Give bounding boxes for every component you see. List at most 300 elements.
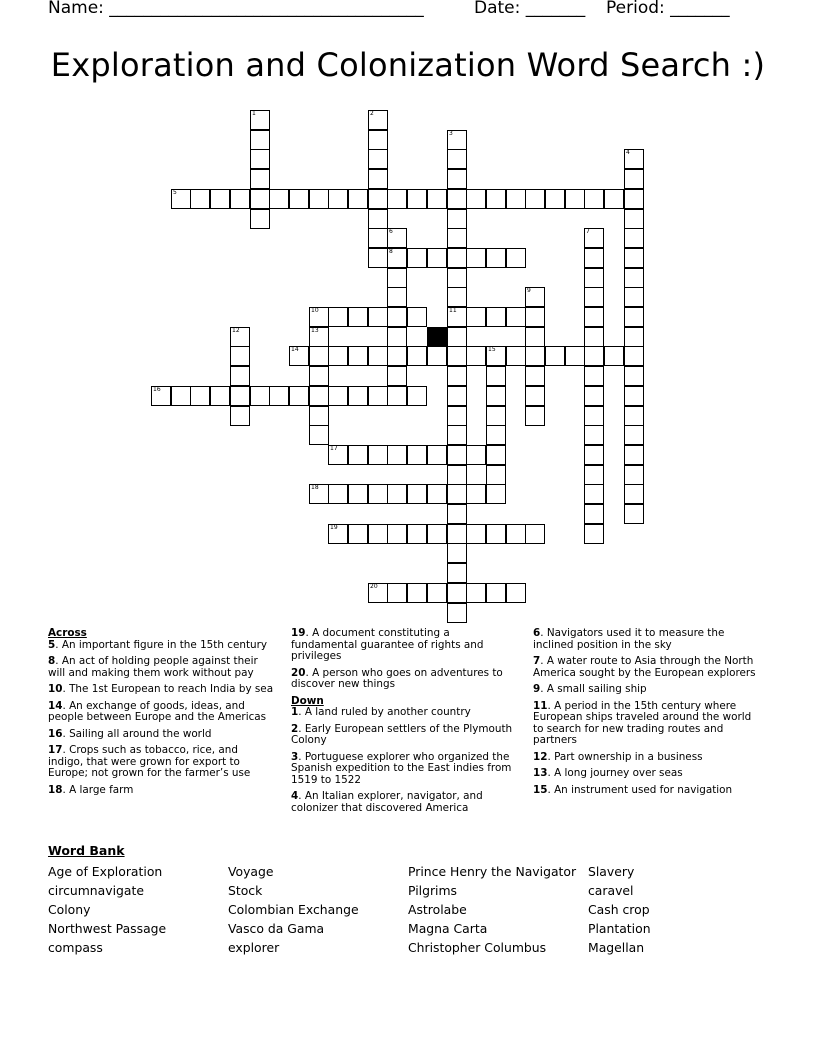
- crossword-cell[interactable]: [584, 504, 604, 524]
- clue-number: 3: [449, 130, 453, 137]
- clue-text: A long journey over seas: [554, 767, 683, 779]
- crossword-cell[interactable]: [328, 189, 348, 209]
- clue-12: 12. Part ownership in a business: [533, 750, 703, 763]
- word-bank-item: Vasco da Gama: [228, 921, 325, 936]
- date-field[interactable]: Date: _______: [474, 0, 586, 18]
- clue-number-label: 1: [291, 706, 299, 718]
- crossword-cell[interactable]: [309, 425, 329, 445]
- clue-number-label: 9: [533, 683, 541, 695]
- crossword-cell[interactable]: [250, 130, 270, 150]
- crossword-cell[interactable]: [230, 189, 250, 209]
- crossword-cell[interactable]: [486, 484, 506, 504]
- crossword-cell[interactable]: [624, 268, 644, 288]
- crossword-cell[interactable]: [584, 287, 604, 307]
- crossword-cell[interactable]: [427, 189, 447, 209]
- word-bank-item: Cash crop: [588, 902, 650, 917]
- word-bank-item: Christopher Columbus: [408, 940, 547, 955]
- crossword-cell[interactable]: [584, 465, 604, 485]
- crossword-cell[interactable]: [525, 327, 545, 347]
- crossword-cell[interactable]: [624, 465, 644, 485]
- clue-number: 7: [586, 228, 590, 235]
- crossword-cell[interactable]: [348, 346, 368, 366]
- crossword-cell[interactable]: [309, 386, 329, 406]
- crossword-cell[interactable]: [506, 346, 526, 366]
- word-bank-item: explorer: [228, 940, 280, 955]
- crossword-cell[interactable]: [584, 307, 604, 327]
- crossword-cell[interactable]: [525, 287, 545, 307]
- crossword-cell[interactable]: [447, 130, 467, 150]
- crossword-cell[interactable]: [368, 583, 388, 603]
- crossword-cell[interactable]: [368, 248, 388, 268]
- crossword-cell[interactable]: [348, 484, 368, 504]
- crossword-cell[interactable]: [407, 307, 427, 327]
- crossword-cell[interactable]: [624, 169, 644, 189]
- crossword-cell[interactable]: [584, 268, 604, 288]
- crossword-cell[interactable]: [328, 484, 348, 504]
- word-bank-item: caravel: [588, 883, 634, 898]
- clue-text: An exchange of goods, ideas, and people between Europe and the Americas: [48, 699, 267, 723]
- crossword-cell[interactable]: [387, 445, 407, 465]
- word-bank-item: Astrolabe: [408, 902, 467, 917]
- crossword-cell[interactable]: [584, 386, 604, 406]
- name-field[interactable]: Name: _____________________________________: [48, 0, 424, 18]
- crossword-cell[interactable]: [368, 307, 388, 327]
- crossword-cell[interactable]: [368, 524, 388, 544]
- crossword-cell[interactable]: [447, 524, 467, 544]
- crossword-cell[interactable]: [624, 189, 644, 209]
- clue-number: 4: [626, 149, 630, 156]
- crossword-cell[interactable]: [407, 484, 427, 504]
- crossword-cell[interactable]: [506, 248, 526, 268]
- crossword-cell[interactable]: [387, 268, 407, 288]
- clue-11: 11. A period in the 15th century where European ships traveled around the world to search for new trading routes and partners: [533, 699, 752, 746]
- clue-18: 18. A large farm: [48, 783, 134, 796]
- clue-text: An important figure in the 15th century: [61, 638, 268, 651]
- clue-7: 7. A water route to Asia through the North America sought by the European explorers: [533, 655, 756, 679]
- clue-text: Navigators used it to measure the inclined position in the sky: [533, 627, 725, 651]
- crossword-cell[interactable]: [250, 189, 270, 209]
- crossword-cell[interactable]: [525, 386, 545, 406]
- clue-number-label: 5: [48, 638, 56, 651]
- crossword-cell[interactable]: [584, 425, 604, 445]
- clue-number: 8: [389, 248, 393, 255]
- crossword-cell[interactable]: [407, 445, 427, 465]
- clue-number-label: 11: [533, 699, 548, 712]
- clue-number: 15: [488, 346, 496, 353]
- crossword-cell[interactable]: [466, 524, 486, 544]
- crossword-cell[interactable]: [447, 209, 467, 229]
- word-bank-item: Stock: [228, 883, 263, 898]
- crossword-cell[interactable]: [230, 386, 250, 406]
- clue-text: A person who goes on adventures to discover new things: [291, 666, 503, 690]
- clue-number: 11: [449, 307, 457, 314]
- clue-number-label: 13: [533, 767, 548, 779]
- crossword-cell[interactable]: [407, 346, 427, 366]
- crossword-cell[interactable]: [584, 346, 604, 366]
- crossword-cell[interactable]: [486, 386, 506, 406]
- crossword-cell[interactable]: [584, 248, 604, 268]
- crossword-cell[interactable]: [368, 189, 388, 209]
- crossword-cell[interactable]: [447, 307, 467, 327]
- crossword-cell[interactable]: [447, 366, 467, 386]
- clue-text: Part ownership in a business: [554, 750, 703, 763]
- crossword-cell[interactable]: [387, 524, 407, 544]
- word-bank-column: [588, 862, 651, 957]
- crossword-cell[interactable]: [250, 386, 270, 406]
- word-bank-item: Colombian Exchange: [228, 902, 359, 917]
- crossword-cell[interactable]: [427, 445, 447, 465]
- crossword-cell[interactable]: [466, 346, 486, 366]
- crossword-cell[interactable]: [387, 583, 407, 603]
- crossword-cell[interactable]: [525, 406, 545, 426]
- crossword-cell[interactable]: [486, 406, 506, 426]
- crossword-cell[interactable]: [348, 445, 368, 465]
- crossword-cell[interactable]: [309, 189, 329, 209]
- clue-16: 16. Sailing all around the world: [48, 727, 212, 740]
- word-bank-item: compass: [48, 940, 103, 955]
- crossword-cell[interactable]: [624, 504, 644, 524]
- crossword-cell[interactable]: [368, 130, 388, 150]
- crossword-cell[interactable]: [171, 386, 191, 406]
- crossword-cell[interactable]: [289, 386, 309, 406]
- crossword-cell[interactable]: [368, 209, 388, 229]
- crossword-cell[interactable]: [368, 228, 388, 248]
- crossword-cell[interactable]: [545, 346, 565, 366]
- crossword-cell[interactable]: [269, 386, 289, 406]
- crossword-cell[interactable]: [230, 366, 250, 386]
- crossword-cell[interactable]: [407, 248, 427, 268]
- clue-text: Sailing all around the world: [69, 727, 212, 740]
- clue-6: 6. Navigators used it to measure the inclined position in the sky: [533, 627, 725, 651]
- period-field[interactable]: Period: _______: [606, 0, 730, 18]
- crossword-cell[interactable]: [387, 287, 407, 307]
- crossword-cell[interactable]: [466, 445, 486, 465]
- word-bank-item: Magna Carta: [408, 921, 488, 936]
- crossword-cell[interactable]: [447, 543, 467, 563]
- clue-number: 10: [311, 307, 319, 314]
- crossword-cell[interactable]: [447, 484, 467, 504]
- crossword-cell[interactable]: [427, 583, 447, 603]
- crossword-cell[interactable]: [328, 346, 348, 366]
- crossword-cell[interactable]: [309, 484, 329, 504]
- crossword-cell[interactable]: [506, 583, 526, 603]
- crossword-cell[interactable]: [407, 189, 427, 209]
- crossword-cell[interactable]: [387, 386, 407, 406]
- clue-number-label: 4: [291, 790, 299, 802]
- crossword-cell[interactable]: [368, 346, 388, 366]
- clue-9: 9. A small sailing ship: [533, 683, 647, 695]
- clue-number-label: 6: [533, 627, 541, 639]
- crossword-cell[interactable]: [624, 445, 644, 465]
- crossword-cell[interactable]: [466, 583, 486, 603]
- clue-number: 1: [252, 110, 256, 117]
- crossword-cell[interactable]: [506, 189, 526, 209]
- crossword-cell[interactable]: [565, 346, 585, 366]
- clue-text: An instrument used for navigation: [554, 783, 733, 796]
- crossword-cell[interactable]: [447, 583, 467, 603]
- clue-3: 3. Portuguese explorer who organized the Spanish expedition to the East indies from 1519 to 1522: [291, 750, 512, 786]
- crossword-cell[interactable]: [525, 346, 545, 366]
- crossword-cell[interactable]: [407, 386, 427, 406]
- crossword-cell[interactable]: [624, 386, 644, 406]
- clue-text: A large farm: [69, 783, 134, 796]
- crossword-cell[interactable]: [486, 583, 506, 603]
- crossword-cell[interactable]: [447, 603, 467, 623]
- crossword-cell[interactable]: [486, 248, 506, 268]
- crossword-cell[interactable]: [584, 484, 604, 504]
- crossword-cell[interactable]: [624, 366, 644, 386]
- clue-15: 15. An instrument used for navigation: [533, 783, 733, 796]
- clue-number: 13: [311, 327, 319, 334]
- clue-number-label: 17: [48, 744, 63, 756]
- crossword-cell[interactable]: [584, 366, 604, 386]
- clue-8: 8. An act of holding people against their will and making them work without pay: [48, 655, 258, 679]
- crossword-cell[interactable]: [624, 307, 644, 327]
- crossword-cell[interactable]: [230, 327, 250, 347]
- clue-number-label: 12: [533, 750, 548, 763]
- clue-number: 9: [527, 287, 531, 294]
- crossword-cell[interactable]: [230, 406, 250, 426]
- clue-19: 19. A document constituting a fundamental guarantee of rights and privileges: [291, 627, 484, 662]
- crossword-cell[interactable]: [387, 307, 407, 327]
- crossword-cell[interactable]: [447, 425, 467, 445]
- crossword-cell[interactable]: [624, 346, 644, 366]
- crossword-cell[interactable]: [190, 386, 210, 406]
- clues-column-1: [48, 628, 274, 801]
- crossword-cell[interactable]: [506, 524, 526, 544]
- crossword-cell[interactable]: [486, 425, 506, 445]
- crossword-cell[interactable]: [368, 484, 388, 504]
- crossword-cell[interactable]: [624, 248, 644, 268]
- word-bank-item: Prince Henry the Navigator: [408, 864, 577, 879]
- word-bank-item: Plantation: [588, 921, 651, 936]
- crossword-cell[interactable]: [525, 524, 545, 544]
- clue-number-label: 20: [291, 666, 306, 679]
- crossword-cell[interactable]: [624, 149, 644, 169]
- crossword-cell[interactable]: [466, 248, 486, 268]
- crossword-cell[interactable]: [289, 346, 309, 366]
- crossword-cell[interactable]: [447, 287, 467, 307]
- crossword-cell[interactable]: [427, 346, 447, 366]
- black-square: [427, 327, 447, 347]
- crossword-cell[interactable]: [427, 524, 447, 544]
- crossword-cell[interactable]: [210, 189, 230, 209]
- word-bank-item: Slavery: [588, 864, 635, 879]
- clue-number-label: 14: [48, 699, 63, 712]
- word-bank-item: Northwest Passage: [48, 921, 167, 936]
- clue-number-label: 8: [48, 655, 56, 667]
- crossword-cell[interactable]: [447, 445, 467, 465]
- clue-number: 20: [370, 583, 378, 590]
- crossword-cell[interactable]: [368, 386, 388, 406]
- clue-number-label: 10: [48, 683, 63, 695]
- crossword-cell[interactable]: [466, 307, 486, 327]
- crossword-cell[interactable]: [387, 228, 407, 248]
- clue-number-label: 2: [291, 722, 299, 735]
- crossword-cell[interactable]: [447, 327, 467, 347]
- crossword-cell[interactable]: [250, 110, 270, 130]
- crossword-cell[interactable]: [447, 465, 467, 485]
- crossword-cell[interactable]: [447, 189, 467, 209]
- clue-2: 2. Early European settlers of the Plymouth Colony: [291, 722, 513, 746]
- crossword-cell[interactable]: [328, 445, 348, 465]
- crossword-cell[interactable]: [624, 327, 644, 347]
- crossword-cell[interactable]: [427, 248, 447, 268]
- crossword-cell[interactable]: [348, 524, 368, 544]
- clue-text: A land ruled by another country: [304, 706, 471, 718]
- crossword-cell[interactable]: [624, 209, 644, 229]
- crossword-cell[interactable]: [407, 583, 427, 603]
- crossword-cell[interactable]: [368, 149, 388, 169]
- crossword-cell[interactable]: [584, 189, 604, 209]
- crossword-cell[interactable]: [565, 189, 585, 209]
- crossword-cell[interactable]: [368, 110, 388, 130]
- word-bank-item: circumnavigate: [48, 883, 144, 898]
- crossword-cell[interactable]: [584, 228, 604, 248]
- crossword-cell[interactable]: [486, 465, 506, 485]
- crossword-cell[interactable]: [328, 307, 348, 327]
- crossword-cell[interactable]: [387, 248, 407, 268]
- crossword-cell[interactable]: [348, 307, 368, 327]
- clue-text: A small sailing ship: [546, 683, 647, 695]
- crossword-cell[interactable]: [486, 366, 506, 386]
- word-bank-item: Age of Exploration: [48, 864, 163, 879]
- crossword-cell[interactable]: [525, 307, 545, 327]
- crossword-cell[interactable]: [545, 189, 565, 209]
- word-bank-heading: Word Bank: [48, 843, 125, 858]
- down-heading: Down: [291, 694, 324, 707]
- crossword-cell[interactable]: [447, 406, 467, 426]
- crossword-cell[interactable]: [171, 189, 191, 209]
- clue-10: 10. The 1st European to reach India by sea: [48, 683, 274, 695]
- crossword-cell[interactable]: [584, 524, 604, 544]
- crossword-cell[interactable]: [309, 406, 329, 426]
- word-bank-item: Magellan: [588, 940, 645, 955]
- clue-text: An act of holding people against their will and making them work without pay: [48, 655, 258, 679]
- clue-20: 20. A person who goes on adventures to discover new things: [291, 666, 503, 690]
- crossword-cell[interactable]: [486, 445, 506, 465]
- crossword-cell[interactable]: [387, 366, 407, 386]
- crossword-cell[interactable]: [486, 307, 506, 327]
- crossword-cell[interactable]: [328, 386, 348, 406]
- crossword-cell[interactable]: [584, 406, 604, 426]
- clues-column-3: [533, 628, 759, 801]
- crossword-cell[interactable]: [604, 189, 624, 209]
- crossword-cell[interactable]: [447, 169, 467, 189]
- crossword-cell[interactable]: [447, 563, 467, 583]
- clue-number-label: 3: [291, 750, 299, 763]
- clue-number: 16: [153, 386, 161, 393]
- crossword-cell[interactable]: [210, 386, 230, 406]
- clue-number: 5: [173, 189, 177, 196]
- crossword-cell[interactable]: [407, 524, 427, 544]
- word-bank-item: Colony: [48, 902, 91, 917]
- across-heading: Across: [48, 627, 87, 639]
- clue-1: 1. A land ruled by another country: [291, 706, 471, 718]
- clue-text: Crops such as tobacco, rice, and indigo, that were grown for export to Europe; not grown for the farmer’s use: [48, 744, 251, 779]
- clue-text: Early European settlers of the Plymouth Colony: [291, 722, 513, 746]
- clue-13: 13. A long journey over seas: [533, 767, 683, 779]
- clue-17: 17. Crops such as tobacco, rice, and indigo, that were grown for export to Europe; not grown for the farmer’s use: [48, 744, 251, 779]
- clue-number-label: 15: [533, 783, 548, 796]
- crossword-cell[interactable]: [348, 189, 368, 209]
- page-title: Exploration and Colonization Word Search :): [50, 46, 766, 84]
- crossword-cell[interactable]: [151, 386, 171, 406]
- crossword-cell[interactable]: [289, 189, 309, 209]
- clue-text: The 1st European to reach India by sea: [69, 683, 274, 695]
- crossword-cell[interactable]: [387, 189, 407, 209]
- crossword-cell[interactable]: [486, 346, 506, 366]
- crossword-cell[interactable]: [309, 366, 329, 386]
- crossword-cell[interactable]: [368, 445, 388, 465]
- crossword-cell[interactable]: [624, 425, 644, 445]
- clue-number: 14: [291, 346, 299, 353]
- crossword-cell[interactable]: [387, 484, 407, 504]
- crossword-cell[interactable]: [506, 307, 526, 327]
- clue-5: 5. An important figure in the 15th century: [48, 638, 268, 651]
- crossword-cell[interactable]: [368, 169, 388, 189]
- crossword-cell[interactable]: [250, 149, 270, 169]
- crossword-cell[interactable]: [309, 346, 329, 366]
- crossword-cell[interactable]: [190, 189, 210, 209]
- crossword-cell[interactable]: [584, 327, 604, 347]
- crossword-cell[interactable]: [230, 346, 250, 366]
- crossword-cell[interactable]: [624, 484, 644, 504]
- crossword-cell[interactable]: [466, 189, 486, 209]
- crossword-cell[interactable]: [584, 445, 604, 465]
- clue-number-label: 19: [291, 627, 306, 639]
- crossword-cell[interactable]: [525, 189, 545, 209]
- crossword-cell[interactable]: [447, 386, 467, 406]
- crossword-cell[interactable]: [328, 524, 348, 544]
- crossword-cell[interactable]: [447, 504, 467, 524]
- clue-number-label: 16: [48, 727, 63, 740]
- clue-14: 14. An exchange of goods, ideas, and people between Europe and the Americas: [48, 699, 267, 723]
- crossword-cell[interactable]: [447, 228, 467, 248]
- crossword-cell[interactable]: [447, 248, 467, 268]
- clue-text: A document constituting a fundamental guarantee of rights and privileges: [291, 627, 484, 662]
- crossword-cell[interactable]: [348, 386, 368, 406]
- crossword-cell[interactable]: [466, 484, 486, 504]
- crossword-cell[interactable]: [447, 346, 467, 366]
- clues-column-2: [291, 628, 517, 819]
- crossword-cell[interactable]: [604, 346, 624, 366]
- word-bank-item: Pilgrims: [408, 883, 458, 898]
- crossword-cell[interactable]: [387, 346, 407, 366]
- clue-text: A period in the 15th century where European ships traveled around the world to search for new trading routes and partners: [533, 699, 752, 746]
- crossword-cell[interactable]: [250, 209, 270, 229]
- crossword-cell[interactable]: [486, 524, 506, 544]
- clue-number: 6: [389, 228, 393, 235]
- crossword-cell[interactable]: [309, 327, 329, 347]
- crossword-cell[interactable]: [447, 149, 467, 169]
- word-bank-column: [48, 862, 166, 957]
- crossword-cell[interactable]: [624, 287, 644, 307]
- crossword-cell[interactable]: [486, 189, 506, 209]
- crossword-cell[interactable]: [250, 169, 270, 189]
- crossword-cell[interactable]: [269, 189, 289, 209]
- crossword-cell[interactable]: [624, 406, 644, 426]
- crossword-cell[interactable]: [427, 484, 447, 504]
- crossword-cell[interactable]: [447, 268, 467, 288]
- word-bank-column: [228, 862, 359, 957]
- word-bank-item: Voyage: [228, 864, 274, 879]
- crossword-cell[interactable]: [309, 307, 329, 327]
- crossword-cell[interactable]: [624, 228, 644, 248]
- crossword-cell[interactable]: [525, 366, 545, 386]
- clue-text: A water route to Asia through the North America sought by the European explorers: [533, 655, 756, 679]
- crossword-cell[interactable]: [387, 327, 407, 347]
